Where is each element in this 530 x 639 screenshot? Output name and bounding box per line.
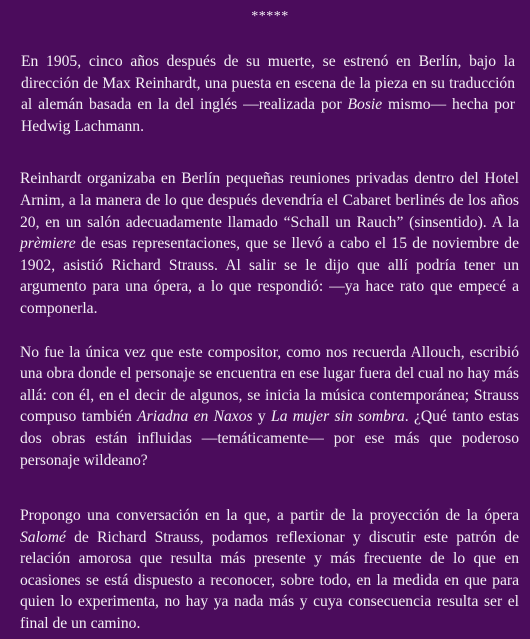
text-run: Propongo una conversación en la que, a partir de la proyección de la ópera — [20, 507, 519, 525]
paragraph-2 — [20, 168, 519, 319]
text-run: Reinhardt organizaba en Berlín pequeñas reuniones privadas dentro del Hotel Arnim, a la manera de lo que después devendría el Cabaret berlinés de los años 20, en un salón adecuadamente llamado “Schall un Rauch” (sinsentido). A la — [20, 170, 519, 231]
text-run: de Richard Strauss, podamos reflexionar y discutir este patrón de relación amorosa que resulta más presente y más frecuente de lo que en ocasiones se está dispuesto a reconocer, sobre todo, en la medida en que para quien lo experimenta, no hay ya nada más y cuya consecuencia resulta ser el final de un camino. — [20, 528, 519, 633]
italic-text: Bosie — [347, 96, 383, 114]
paragraph-1 — [21, 51, 515, 137]
text-run: y — [252, 408, 272, 426]
text-run: de esas representaciones, que se llevó a cabo el 15 de noviembre de 1902, asistió Richard Strauss. Al salir se le dijo que allí podría tener un argumento para una ópera, a lo que respondió: —ya hace rato que empecé a componerla. — [20, 235, 519, 317]
text-run: mismo— hecha por Hedwig Lachmann. — [21, 96, 515, 135]
section-separator: ***** — [251, 9, 289, 24]
italic-text: La mujer sin sombra — [271, 408, 405, 426]
paragraph-3 — [20, 342, 519, 472]
text-run: En 1905, cinco años después de su muerte, se estrenó en Berlín, bajo la dirección de Max Reinhardt, una puesta en escena de la pieza en su traducción al alemán basada en la del inglés —realizada por — [21, 53, 515, 114]
italic-text: Ariadna en Naxos — [137, 408, 253, 426]
paragraph-4 — [20, 505, 519, 635]
italic-text: Salomé — [20, 528, 66, 546]
text-run: . ¿Qué tanto estas dos obras están influidas —temáticamente— por ese más que poderoso personaje wildeano? — [20, 408, 519, 469]
text-run: No fue la única vez que este compositor, como nos recuerda Allouch, escribió una obra donde el personaje se encuentra en ese lugar fuera del cual no hay más allá: con él, en el decir de algunos, se inicia la música contemporánea; Strauss compuso también — [20, 343, 519, 426]
italic-text: prèmiere — [20, 235, 76, 253]
